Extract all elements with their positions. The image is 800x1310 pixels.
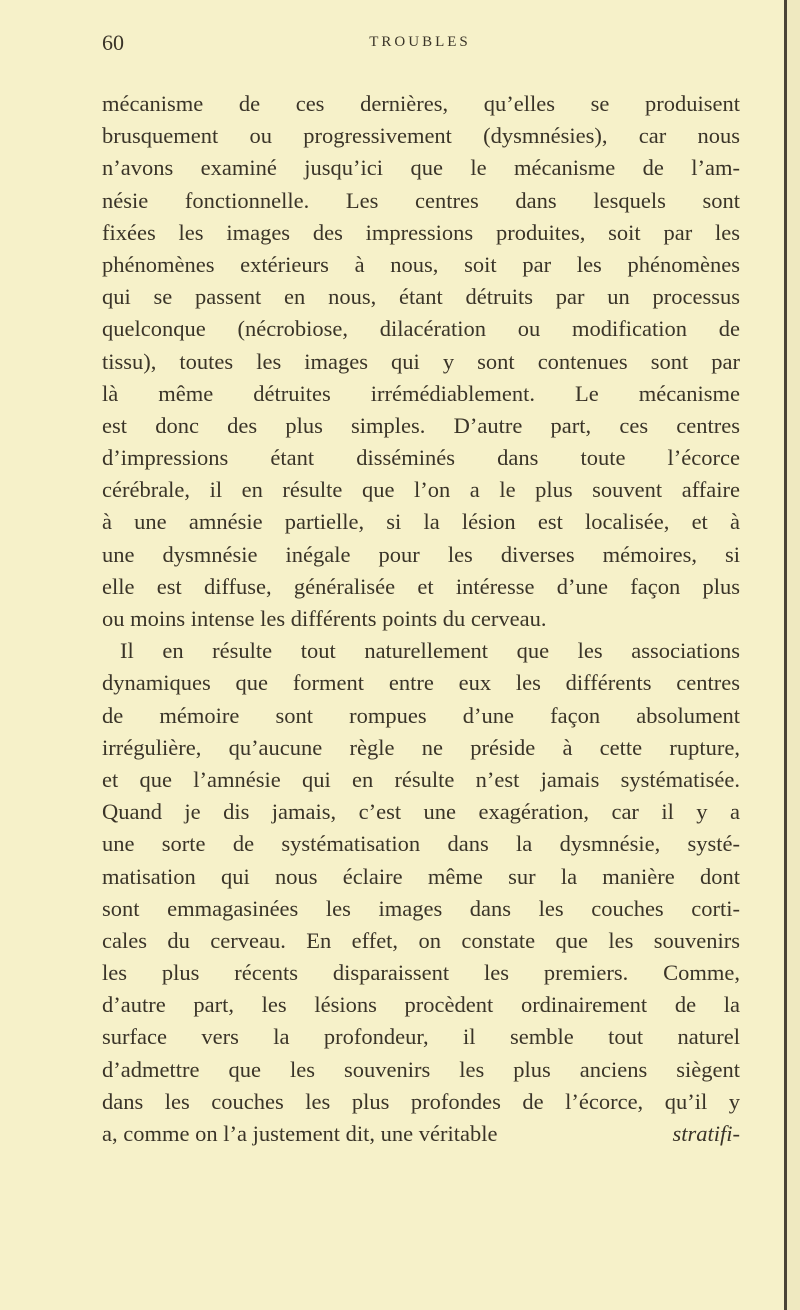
text-line-content: fixées les images des impressions produites, soit par les	[102, 219, 740, 245]
text-line	[102, 667, 740, 699]
text-line-content: matisation qui nous éclaire même sur la manière dont	[102, 863, 740, 889]
page-number: 60	[102, 30, 124, 55]
text-line-content: une dysmnésie inégale pour les diverses mémoires, si	[102, 541, 740, 567]
text-line	[102, 957, 740, 989]
text-line	[102, 152, 740, 184]
running-title: TROUBLES	[369, 34, 471, 50]
text-line	[102, 989, 740, 1021]
text-line-content: brusquement ou progressivement (dysmnésies), car nous	[102, 123, 740, 149]
text-line	[102, 1118, 740, 1150]
text-line	[102, 1021, 740, 1053]
text-line-content: tissu), toutes les images qui y sont contenues sont par	[102, 348, 740, 374]
text-line	[102, 474, 740, 506]
text-line-content: Quand je dis jamais, c’est une exagération, car il y a	[102, 799, 740, 825]
text-line-content: de mémoire sont rompues d’une façon absolument	[102, 702, 740, 728]
text-line-content: ou moins intense les différents points du cerveau.	[102, 606, 547, 631]
text-line	[102, 346, 740, 378]
text-line-content: a, comme on l’a justement dit, une véritable	[102, 1121, 498, 1146]
text-line	[102, 249, 740, 281]
text-line-content: dynamiques que forment entre eux les différents centres	[102, 670, 740, 696]
text-line	[102, 120, 740, 152]
text-line	[102, 603, 740, 635]
text-line	[102, 635, 740, 667]
text-line-content: d’autre part, les lésions procèdent ordinairement de la	[102, 992, 740, 1018]
text-line	[102, 700, 740, 732]
italic-word: stratifi-	[672, 1121, 740, 1146]
text-line-content: à une amnésie partielle, si la lésion est localisée, et à	[102, 509, 740, 535]
text-line	[102, 281, 740, 313]
text-line-content: elle est diffuse, généralisée et intéresse d’une façon plus	[102, 573, 740, 599]
text-line	[102, 1054, 740, 1086]
text-line	[102, 442, 740, 474]
text-line	[102, 925, 740, 957]
text-line-content: sont emmagasinées les images dans les couches corti-	[102, 895, 740, 921]
text-line-content: dans les couches les plus profondes de l’écorce, qu’il y	[102, 1088, 740, 1114]
text-line-content: phénomènes extérieurs à nous, soit par les phénomènes	[102, 251, 740, 277]
text-line	[102, 571, 740, 603]
text-line	[102, 796, 740, 828]
text-line	[102, 217, 740, 249]
text-line	[102, 88, 740, 120]
text-line	[102, 764, 740, 796]
text-line-content: qui se passent en nous, étant détruits par un processus	[102, 284, 740, 310]
text-line	[102, 410, 740, 442]
text-line	[102, 861, 740, 893]
text-line-content: et que l’amnésie qui en résulte n’est jamais systématisée.	[102, 766, 740, 792]
text-line-content: cales du cerveau. En effet, on constate que les souvenirs	[102, 927, 740, 953]
body-text	[102, 88, 740, 1150]
text-line-content: surface vers la profondeur, il semble tout naturel	[102, 1024, 740, 1050]
text-line-content: d’impressions étant disséminés dans toute l’écorce	[102, 445, 740, 471]
text-line-content: Il en résulte tout naturellement que les associations	[120, 638, 740, 664]
text-line-content: une sorte de systématisation dans la dysmnésie, systé-	[102, 831, 740, 857]
text-line	[102, 828, 740, 860]
text-line-content: n’avons examiné jusqu’ici que le mécanisme de l’am-	[102, 155, 740, 181]
text-line	[102, 506, 740, 538]
text-line	[102, 539, 740, 571]
text-line-content: mécanisme de ces dernières, qu’elles se produisent	[102, 91, 740, 116]
next-page-margin	[787, 0, 800, 1310]
text-line	[102, 1086, 740, 1118]
text-line-content: d’admettre que les souvenirs les plus anciens siègent	[102, 1056, 740, 1082]
text-line-content: là même détruites irrémédiablement. Le mécanisme	[102, 380, 740, 406]
text-line-content: nésie fonctionnelle. Les centres dans lesquels sont	[102, 187, 740, 213]
text-line-content: quelconque (nécrobiose, dilacération ou modification de	[102, 316, 740, 342]
text-line-content: est donc des plus simples. D’autre part, ces centres	[102, 412, 740, 438]
text-line	[102, 378, 740, 410]
text-line-content: les plus récents disparaissent les premiers. Comme,	[102, 960, 740, 986]
text-line	[102, 732, 740, 764]
text-line	[102, 185, 740, 217]
text-line-content: cérébrale, il en résulte que l’on a le plus souvent affaire	[102, 477, 740, 503]
text-line-content: irrégulière, qu’aucune règle ne préside à cette rupture,	[102, 734, 740, 760]
text-line	[102, 893, 740, 925]
text-line	[102, 313, 740, 345]
